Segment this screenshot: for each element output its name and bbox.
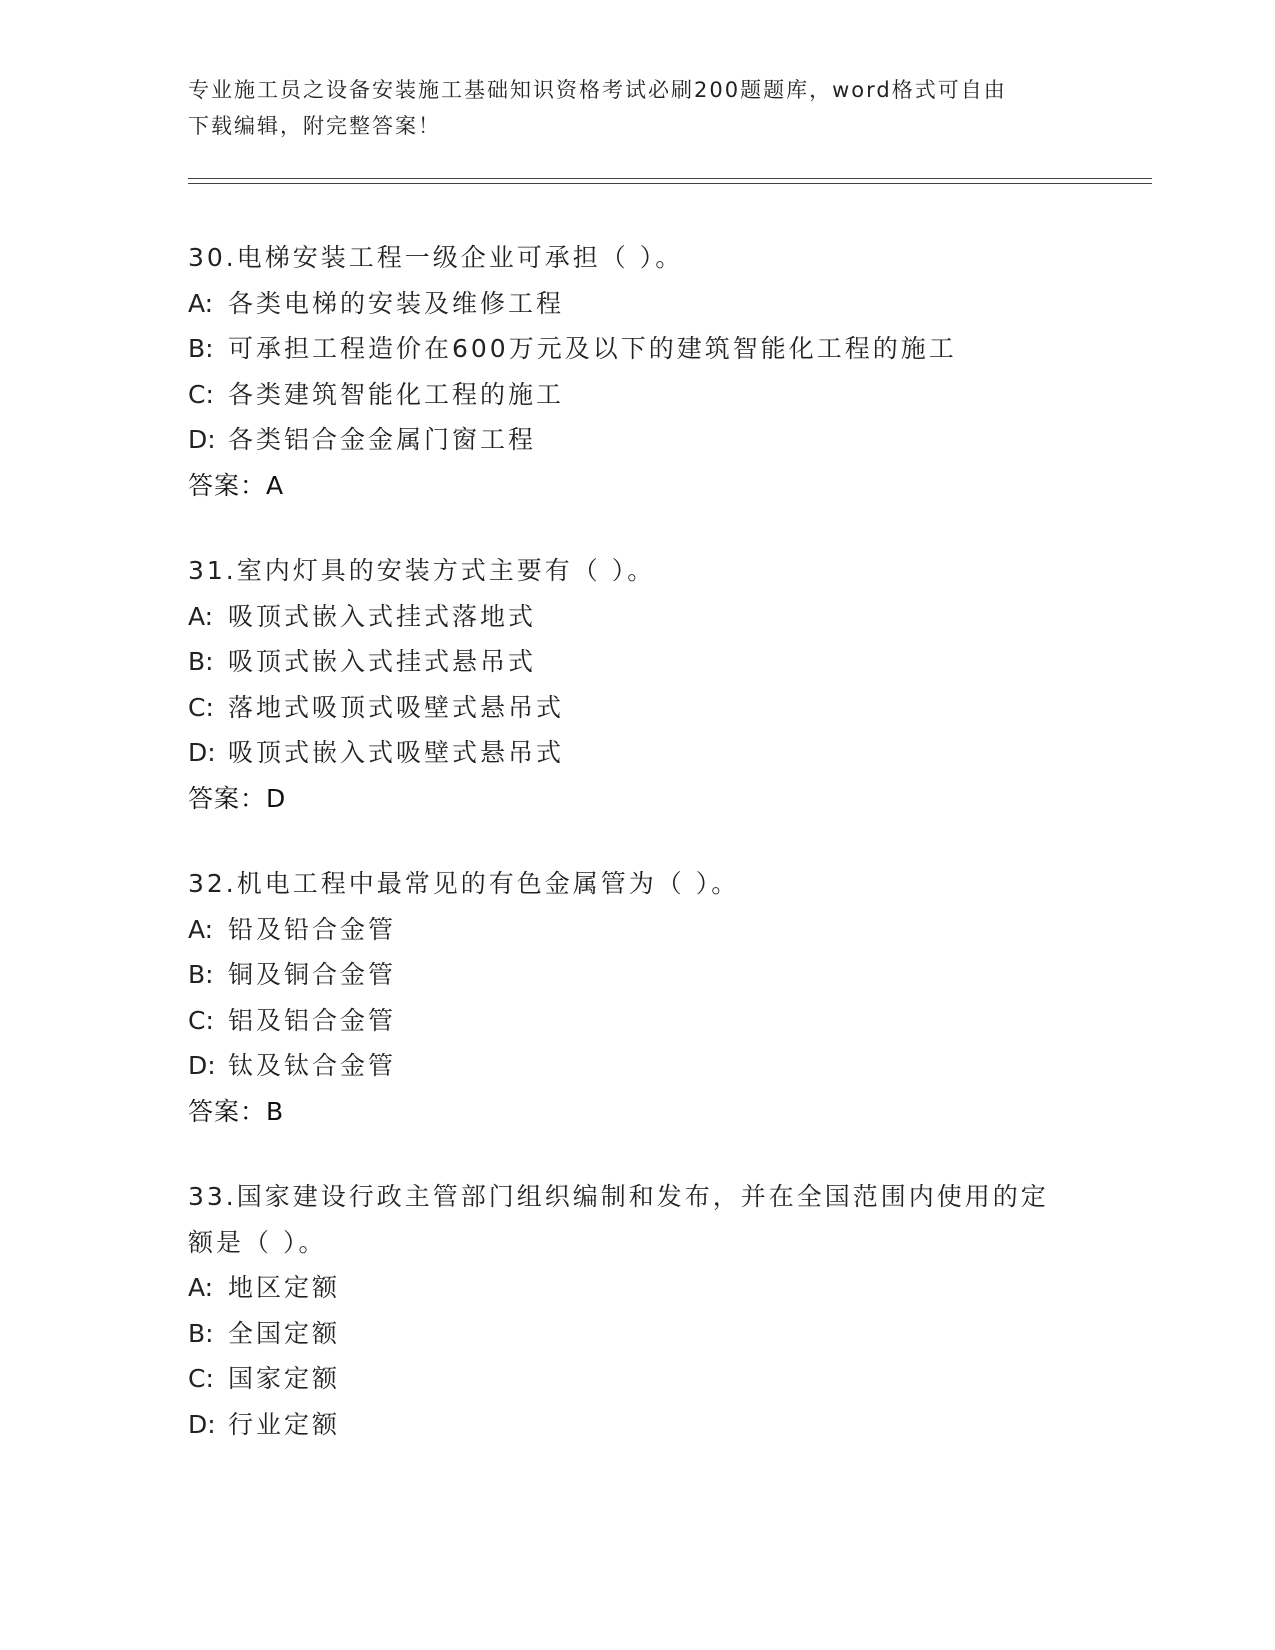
option-key: C: xyxy=(188,1005,214,1035)
option-key: B: xyxy=(188,334,214,363)
option-text: 行业定额 xyxy=(228,1409,341,1439)
option-text: 各类电梯的安装及维修工程 xyxy=(228,288,565,318)
option-c xyxy=(188,998,1088,1044)
question-stem: 32.机电工程中最常见的有色金属管为（ ）。 xyxy=(188,869,740,898)
option-b xyxy=(188,326,1088,372)
option-key: C: xyxy=(188,1364,214,1393)
question-stem: 31.室内灯具的安装方式主要有（ ）。 xyxy=(188,556,656,585)
question-stem-line-1: 33.国家建设行政主管部门组织编制和发布，并在全国范围内使用的定 xyxy=(188,1182,1049,1211)
option-text: 可承担工程造价在600万元及以下的建筑智能化工程的施工 xyxy=(228,334,957,363)
option-key: A: xyxy=(188,1273,214,1302)
header-divider-bottom xyxy=(188,183,1152,184)
option-c xyxy=(188,1356,1088,1402)
question-32 xyxy=(188,861,1088,1134)
question-stem-line-2: 额是（ ）。 xyxy=(188,1227,327,1257)
option-b xyxy=(188,1311,1088,1357)
option-key: C: xyxy=(188,379,214,409)
option-text: 全国定额 xyxy=(228,1318,341,1348)
option-key: D: xyxy=(188,1409,216,1439)
option-text: 铅及铅合金管 xyxy=(228,914,397,944)
answer-line: 答案：D xyxy=(188,783,287,813)
answer-line: 答案：B xyxy=(188,1096,285,1126)
option-c xyxy=(188,372,1088,418)
option-key: B: xyxy=(188,960,214,989)
option-text: 国家定额 xyxy=(228,1364,341,1393)
option-c xyxy=(188,685,1088,731)
option-key: D: xyxy=(188,425,216,454)
header-title-line-1: 专业施工员之设备安装施工基础知识资格考试必刷200题题库，word格式可自由 xyxy=(188,78,1007,102)
question-30 xyxy=(188,235,1088,508)
document-header xyxy=(188,72,1068,144)
question-33 xyxy=(188,1174,1088,1447)
option-text: 吸顶式嵌入式挂式悬吊式 xyxy=(228,647,537,676)
option-text: 各类建筑智能化工程的施工 xyxy=(228,379,565,409)
option-key: B: xyxy=(188,1318,214,1348)
option-key: A: xyxy=(188,914,214,944)
option-key: B: xyxy=(188,647,214,676)
question-list xyxy=(188,235,1088,1487)
option-d xyxy=(188,1402,1088,1448)
option-d xyxy=(188,730,1088,776)
option-key: D: xyxy=(188,1051,216,1080)
option-b xyxy=(188,952,1088,998)
option-d xyxy=(188,417,1088,463)
header-divider-top xyxy=(188,178,1152,179)
option-a xyxy=(188,907,1088,953)
option-key: D: xyxy=(188,738,216,767)
option-a xyxy=(188,1265,1088,1311)
option-a xyxy=(188,594,1088,640)
option-key: C: xyxy=(188,692,214,722)
option-key: A: xyxy=(188,601,214,631)
option-text: 落地式吸顶式吸壁式悬吊式 xyxy=(228,692,565,722)
option-text: 钛及钛合金管 xyxy=(228,1051,397,1080)
question-stem: 30.电梯安装工程一级企业可承担（ ）。 xyxy=(188,243,684,272)
option-d xyxy=(188,1043,1088,1089)
option-text: 吸顶式嵌入式挂式落地式 xyxy=(228,601,537,631)
option-a xyxy=(188,281,1088,327)
option-text: 铝及铝合金管 xyxy=(228,1005,397,1035)
option-text: 铜及铜合金管 xyxy=(228,960,397,989)
answer-line: 答案：A xyxy=(188,470,285,500)
option-b xyxy=(188,639,1088,685)
option-text: 吸顶式嵌入式吸壁式悬吊式 xyxy=(228,738,565,767)
header-title-line-2: 下载编辑，附完整答案！ xyxy=(188,114,441,138)
option-text: 地区定额 xyxy=(228,1273,341,1302)
option-key: A: xyxy=(188,288,214,318)
option-text: 各类铝合金金属门窗工程 xyxy=(228,425,537,454)
question-31 xyxy=(188,548,1088,821)
